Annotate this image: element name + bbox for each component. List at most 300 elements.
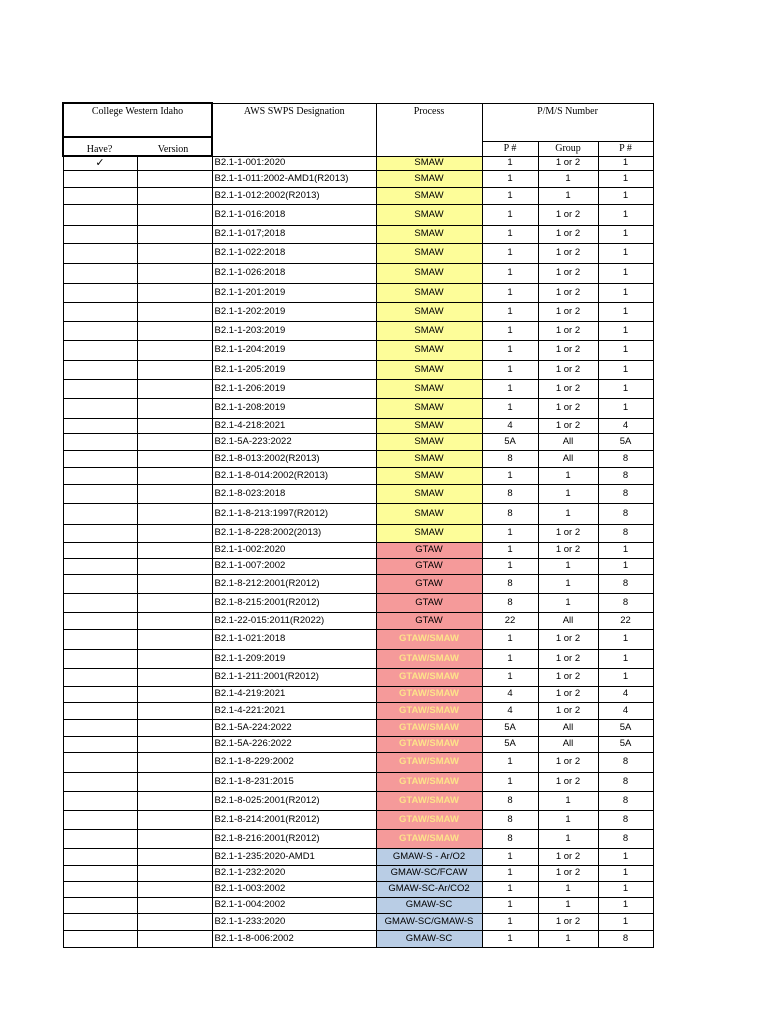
- have-cell: [63, 321, 137, 340]
- process-cell: SMAW: [376, 340, 482, 360]
- version-cell: [137, 360, 212, 379]
- p-number-cell: 1: [482, 865, 538, 881]
- p-number-2-cell: 5A: [598, 736, 653, 752]
- version-cell: [137, 612, 212, 629]
- version-cell: [137, 398, 212, 418]
- version-cell: [137, 736, 212, 752]
- version-cell: [137, 503, 212, 524]
- p-number-cell: 1: [482, 848, 538, 865]
- process-cell: SMAW: [376, 379, 482, 398]
- p-number-cell: 1: [482, 467, 538, 484]
- p-number-2-cell: 22: [598, 612, 653, 629]
- designation-cell: B2.1-4-221:2021: [212, 702, 376, 719]
- p-number-cell: 22: [482, 612, 538, 629]
- process-cell: SMAW: [376, 225, 482, 243]
- table-row: [63, 881, 653, 897]
- group-cell: 1 or 2: [538, 848, 598, 865]
- process-cell: GTAW/SMAW: [376, 686, 482, 702]
- p-number-2-cell: 1: [598, 204, 653, 225]
- p-number-2-cell: 1: [598, 187, 653, 204]
- process-cell: SMAW: [376, 503, 482, 524]
- designation-cell: B2.1-1-012:2002(R2013): [212, 187, 376, 204]
- p-number-cell: 1: [482, 225, 538, 243]
- p-number-cell: 8: [482, 829, 538, 848]
- have-cell: [63, 398, 137, 418]
- table-row: [63, 558, 653, 574]
- group-cell: 1 or 2: [538, 913, 598, 930]
- designation-cell: B2.1-4-218:2021: [212, 418, 376, 433]
- designation-cell: B2.1-5A-224:2022: [212, 719, 376, 736]
- group-cell: All: [538, 612, 598, 629]
- p-number-cell: 1: [482, 243, 538, 263]
- have-cell: [63, 379, 137, 398]
- group-cell: All: [538, 736, 598, 752]
- have-cell: [63, 558, 137, 574]
- have-cell: [63, 433, 137, 450]
- p-number-2-cell: 4: [598, 686, 653, 702]
- have-version-header: [63, 137, 212, 156]
- process-cell: SMAW: [376, 204, 482, 225]
- process-cell: GTAW/SMAW: [376, 791, 482, 810]
- institution-header: [63, 103, 212, 137]
- version-cell: [137, 524, 212, 542]
- designation-cell: B2.1-1-8-228:2002(2013): [212, 524, 376, 542]
- p-number-cell: 1: [482, 649, 538, 668]
- table-row: [63, 810, 653, 829]
- designation-cell: B2.1-1-002:2020: [212, 542, 376, 558]
- p-number-cell: 1: [482, 772, 538, 791]
- p-number-cell: 1: [482, 913, 538, 930]
- table-row: [63, 649, 653, 668]
- group-cell: 1 or 2: [538, 283, 598, 302]
- p-number-2-cell: 8: [598, 772, 653, 791]
- group-cell: 1 or 2: [538, 418, 598, 433]
- have-cell: [63, 170, 137, 187]
- process-cell: GTAW: [376, 574, 482, 593]
- designation-cell: B2.1-1-235:2020-AMD1: [212, 848, 376, 865]
- table-row: [63, 467, 653, 484]
- have-cell: [63, 772, 137, 791]
- table-row: [63, 629, 653, 649]
- have-cell: [63, 897, 137, 913]
- p-number-cell: 8: [482, 791, 538, 810]
- designation-cell: B2.1-1-8-014:2002(R2013): [212, 467, 376, 484]
- p-number-cell: 4: [482, 702, 538, 719]
- table-row: [63, 668, 653, 686]
- version-cell: [137, 418, 212, 433]
- process-cell: GTAW/SMAW: [376, 772, 482, 791]
- table-row: [63, 574, 653, 593]
- group-cell: 1 or 2: [538, 360, 598, 379]
- have-cell: [63, 503, 137, 524]
- table-row: [63, 612, 653, 629]
- table-row: [63, 593, 653, 612]
- process-cell: GTAW/SMAW: [376, 736, 482, 752]
- have-cell: [63, 668, 137, 686]
- table-row: [63, 829, 653, 848]
- group-cell: 1: [538, 897, 598, 913]
- p-number-cell: 1: [482, 398, 538, 418]
- group-cell: 1 or 2: [538, 542, 598, 558]
- version-cell: [137, 629, 212, 649]
- have-cell: [63, 450, 137, 467]
- version-cell: [137, 204, 212, 225]
- p-number-cell: 1: [482, 204, 538, 225]
- p-number-cell: 8: [482, 810, 538, 829]
- process-cell: SMAW: [376, 156, 482, 170]
- p-number-cell: 1: [482, 379, 538, 398]
- p-number-2-cell: 1: [598, 263, 653, 283]
- process-cell: SMAW: [376, 418, 482, 433]
- process-cell: GTAW: [376, 558, 482, 574]
- p-number-cell: 8: [482, 593, 538, 612]
- designation-cell: B2.1-1-021:2018: [212, 629, 376, 649]
- have-cell: [63, 360, 137, 379]
- process-cell: SMAW: [376, 524, 482, 542]
- p-number-cell: 5A: [482, 433, 538, 450]
- version-cell: [137, 321, 212, 340]
- process-cell: SMAW: [376, 450, 482, 467]
- table-row: [63, 156, 653, 170]
- table-row: [63, 340, 653, 360]
- version-cell: [137, 649, 212, 668]
- process-cell: GTAW: [376, 593, 482, 612]
- designation-cell: B2.1-1-232:2020: [212, 865, 376, 881]
- p-number-cell: 8: [482, 503, 538, 524]
- designation-cell: B2.1-1-209:2019: [212, 649, 376, 668]
- have-column-label: Have?: [86, 144, 113, 155]
- process-cell: SMAW: [376, 243, 482, 263]
- have-cell: [63, 204, 137, 225]
- group-cell: 1: [538, 791, 598, 810]
- version-cell: [137, 686, 212, 702]
- designation-cell: B2.1-1-011:2002-AMD1(R2013): [212, 170, 376, 187]
- designation-cell: B2.1-1-203:2019: [212, 321, 376, 340]
- version-cell: [137, 263, 212, 283]
- designation-cell: B2.1-1-017;2018: [212, 225, 376, 243]
- version-cell: [137, 484, 212, 503]
- table-row: [63, 930, 653, 947]
- have-cell: [63, 791, 137, 810]
- version-cell: [137, 450, 212, 467]
- version-cell: [137, 897, 212, 913]
- table-row: [63, 897, 653, 913]
- p-number-cell: 1: [482, 170, 538, 187]
- version-cell: [137, 558, 212, 574]
- p-number-2-cell: 8: [598, 524, 653, 542]
- version-cell: [137, 719, 212, 736]
- p-number-cell: 4: [482, 686, 538, 702]
- group-cell: 1 or 2: [538, 204, 598, 225]
- process-cell: GTAW/SMAW: [376, 829, 482, 848]
- group-cell: 1 or 2: [538, 524, 598, 542]
- process-cell: GMAW-SC: [376, 897, 482, 913]
- table-row: [63, 302, 653, 321]
- version-cell: [137, 156, 212, 170]
- designation-cell: B2.1-1-007:2002: [212, 558, 376, 574]
- p-number-2-cell: 1: [598, 913, 653, 930]
- have-cell: [63, 340, 137, 360]
- version-cell: [137, 467, 212, 484]
- p-number-2-cell: 1: [598, 379, 653, 398]
- version-cell: [137, 668, 212, 686]
- p-number-2-cell: 1: [598, 558, 653, 574]
- designation-cell: B2.1-5A-226:2022: [212, 736, 376, 752]
- table-row: [63, 913, 653, 930]
- have-cell: [63, 418, 137, 433]
- p-number-header-2: P #: [598, 141, 653, 156]
- designation-cell: B2.1-4-219:2021: [212, 686, 376, 702]
- have-cell: [63, 542, 137, 558]
- designation-cell: B2.1-1-8-229:2002: [212, 752, 376, 772]
- p-number-2-cell: 1: [598, 649, 653, 668]
- p-number-2-cell: 1: [598, 302, 653, 321]
- process-cell: GMAW-SC/FCAW: [376, 865, 482, 881]
- designation-cell: B2.1-1-001:2020: [212, 156, 376, 170]
- designation-cell: B2.1-1-022:2018: [212, 243, 376, 263]
- table-row: [63, 379, 653, 398]
- process-cell: SMAW: [376, 283, 482, 302]
- p-number-cell: 8: [482, 450, 538, 467]
- process-cell: GTAW/SMAW: [376, 649, 482, 668]
- designation-cell: B2.1-1-004:2002: [212, 897, 376, 913]
- have-cell: [63, 187, 137, 204]
- process-cell: GTAW/SMAW: [376, 668, 482, 686]
- group-cell: 1 or 2: [538, 668, 598, 686]
- designation-cell: B2.1-1-206:2019: [212, 379, 376, 398]
- group-cell: 1 or 2: [538, 225, 598, 243]
- version-cell: [137, 225, 212, 243]
- p-number-2-cell: 8: [598, 829, 653, 848]
- table-row: [63, 187, 653, 204]
- table-row: [63, 702, 653, 719]
- p-number-2-cell: 1: [598, 225, 653, 243]
- designation-cell: B2.1-8-025:2001(R2012): [212, 791, 376, 810]
- designation-cell: B2.1-1-8-006:2002: [212, 930, 376, 947]
- p-number-cell: 5A: [482, 736, 538, 752]
- p-number-cell: 1: [482, 558, 538, 574]
- p-number-cell: 5A: [482, 719, 538, 736]
- table-row: [63, 283, 653, 302]
- p-number-2-cell: 1: [598, 170, 653, 187]
- version-cell: [137, 170, 212, 187]
- table-row: [63, 484, 653, 503]
- group-cell: 1 or 2: [538, 340, 598, 360]
- group-cell: 1 or 2: [538, 302, 598, 321]
- table-row: [63, 736, 653, 752]
- p-number-2-cell: 8: [598, 484, 653, 503]
- process-cell: SMAW: [376, 467, 482, 484]
- designation-cell: B2.1-1-8-231:2015: [212, 772, 376, 791]
- p-number-2-cell: 8: [598, 574, 653, 593]
- group-cell: 1 or 2: [538, 649, 598, 668]
- designation-cell: B2.1-1-016:2018: [212, 204, 376, 225]
- have-cell: [63, 574, 137, 593]
- version-cell: [137, 379, 212, 398]
- have-cell: [63, 930, 137, 947]
- designation-cell: B2.1-22-015:2011(R2022): [212, 612, 376, 629]
- process-cell: GTAW: [376, 542, 482, 558]
- p-number-2-cell: 8: [598, 810, 653, 829]
- p-number-cell: 1: [482, 187, 538, 204]
- designation-cell: B2.1-8-023:2018: [212, 484, 376, 503]
- p-number-cell: 1: [482, 263, 538, 283]
- designation-cell: B2.1-1-003:2002: [212, 881, 376, 897]
- version-cell: [137, 542, 212, 558]
- group-cell: 1: [538, 187, 598, 204]
- group-cell: 1 or 2: [538, 686, 598, 702]
- version-cell: [137, 848, 212, 865]
- group-cell: All: [538, 450, 598, 467]
- p-number-header-1: P #: [482, 141, 538, 156]
- group-cell: 1: [538, 593, 598, 612]
- process-cell: SMAW: [376, 484, 482, 503]
- designation-cell: B2.1-8-212:2001(R2012): [212, 574, 376, 593]
- table-row: [63, 503, 653, 524]
- group-cell: 1: [538, 467, 598, 484]
- group-cell: 1: [538, 881, 598, 897]
- have-cell: [63, 702, 137, 719]
- process-cell: GTAW/SMAW: [376, 719, 482, 736]
- group-cell: 1: [538, 574, 598, 593]
- table-row: [63, 418, 653, 433]
- group-cell: 1: [538, 170, 598, 187]
- have-cell: [63, 593, 137, 612]
- have-cell: [63, 848, 137, 865]
- version-cell: [137, 283, 212, 302]
- process-cell: SMAW: [376, 170, 482, 187]
- p-number-cell: 1: [482, 542, 538, 558]
- institution-name: College Western Idaho: [91, 106, 184, 117]
- p-number-cell: 1: [482, 340, 538, 360]
- have-cell: [63, 302, 137, 321]
- p-number-cell: 8: [482, 574, 538, 593]
- p-number-cell: 1: [482, 156, 538, 170]
- version-cell: [137, 574, 212, 593]
- process-cell: GMAW-S - Ar/O2: [376, 848, 482, 865]
- group-cell: 1 or 2: [538, 865, 598, 881]
- designation-cell: B2.1-8-215:2001(R2012): [212, 593, 376, 612]
- group-cell: All: [538, 433, 598, 450]
- version-cell: [137, 702, 212, 719]
- version-cell: [137, 791, 212, 810]
- group-cell: 1: [538, 484, 598, 503]
- have-cell: [63, 810, 137, 829]
- swps-table: [62, 102, 654, 948]
- version-cell: [137, 340, 212, 360]
- process-header: Process: [376, 103, 482, 156]
- have-cell: [63, 686, 137, 702]
- p-number-cell: 1: [482, 524, 538, 542]
- have-cell: [63, 263, 137, 283]
- process-cell: SMAW: [376, 433, 482, 450]
- p-number-2-cell: 8: [598, 752, 653, 772]
- table-row: [63, 204, 653, 225]
- version-cell: [137, 810, 212, 829]
- designation-cell: B2.1-5A-223:2022: [212, 433, 376, 450]
- designation-cell: B2.1-1-201:2019: [212, 283, 376, 302]
- have-cell: ✓: [63, 156, 137, 170]
- p-number-cell: 1: [482, 752, 538, 772]
- table-row: [63, 848, 653, 865]
- group-cell: 1: [538, 558, 598, 574]
- p-number-2-cell: 4: [598, 702, 653, 719]
- process-cell: SMAW: [376, 398, 482, 418]
- designation-cell: B2.1-8-013:2002(R2013): [212, 450, 376, 467]
- group-cell: 1: [538, 829, 598, 848]
- process-cell: GMAW-SC-Ar/CO2: [376, 881, 482, 897]
- version-cell: [137, 829, 212, 848]
- group-cell: 1: [538, 503, 598, 524]
- p-number-2-cell: 1: [598, 881, 653, 897]
- version-cell: [137, 593, 212, 612]
- have-cell: [63, 484, 137, 503]
- table-row: [63, 170, 653, 187]
- version-cell: [137, 881, 212, 897]
- p-number-cell: 8: [482, 484, 538, 503]
- p-number-2-cell: 1: [598, 629, 653, 649]
- group-cell: 1 or 2: [538, 702, 598, 719]
- process-cell: GMAW-SC/GMAW-S: [376, 913, 482, 930]
- process-cell: SMAW: [376, 360, 482, 379]
- have-cell: [63, 829, 137, 848]
- p-number-cell: 1: [482, 302, 538, 321]
- process-cell: GTAW/SMAW: [376, 629, 482, 649]
- p-number-2-cell: 1: [598, 398, 653, 418]
- p-number-2-cell: 1: [598, 542, 653, 558]
- table-row: [63, 542, 653, 558]
- p-number-2-cell: 8: [598, 503, 653, 524]
- p-number-2-cell: 1: [598, 360, 653, 379]
- designation-cell: B2.1-8-216:2001(R2012): [212, 829, 376, 848]
- p-number-cell: 1: [482, 321, 538, 340]
- group-cell: 1 or 2: [538, 398, 598, 418]
- process-cell: GTAW/SMAW: [376, 810, 482, 829]
- have-cell: [63, 243, 137, 263]
- table-row: [63, 450, 653, 467]
- group-cell: 1 or 2: [538, 321, 598, 340]
- p-number-2-cell: 1: [598, 865, 653, 881]
- table-row: [63, 433, 653, 450]
- p-number-2-cell: 1: [598, 848, 653, 865]
- p-number-2-cell: 1: [598, 321, 653, 340]
- have-cell: [63, 467, 137, 484]
- p-number-cell: 1: [482, 629, 538, 649]
- table-row: [63, 263, 653, 283]
- group-cell: 1 or 2: [538, 772, 598, 791]
- table-row: [63, 243, 653, 263]
- p-number-2-cell: 1: [598, 668, 653, 686]
- table-row: [63, 524, 653, 542]
- version-column-label: Version: [157, 144, 189, 155]
- version-cell: [137, 865, 212, 881]
- process-cell: GMAW-SC: [376, 930, 482, 947]
- have-cell: [63, 524, 137, 542]
- p-number-cell: 4: [482, 418, 538, 433]
- designation-cell: B2.1-1-208:2019: [212, 398, 376, 418]
- have-cell: [63, 225, 137, 243]
- have-cell: [63, 612, 137, 629]
- p-number-2-cell: 1: [598, 283, 653, 302]
- p-number-2-cell: 8: [598, 450, 653, 467]
- version-cell: [137, 187, 212, 204]
- p-number-cell: 1: [482, 930, 538, 947]
- have-cell: [63, 752, 137, 772]
- have-cell: [63, 865, 137, 881]
- group-cell: 1: [538, 930, 598, 947]
- designation-cell: B2.1-1-202:2019: [212, 302, 376, 321]
- have-cell: [63, 629, 137, 649]
